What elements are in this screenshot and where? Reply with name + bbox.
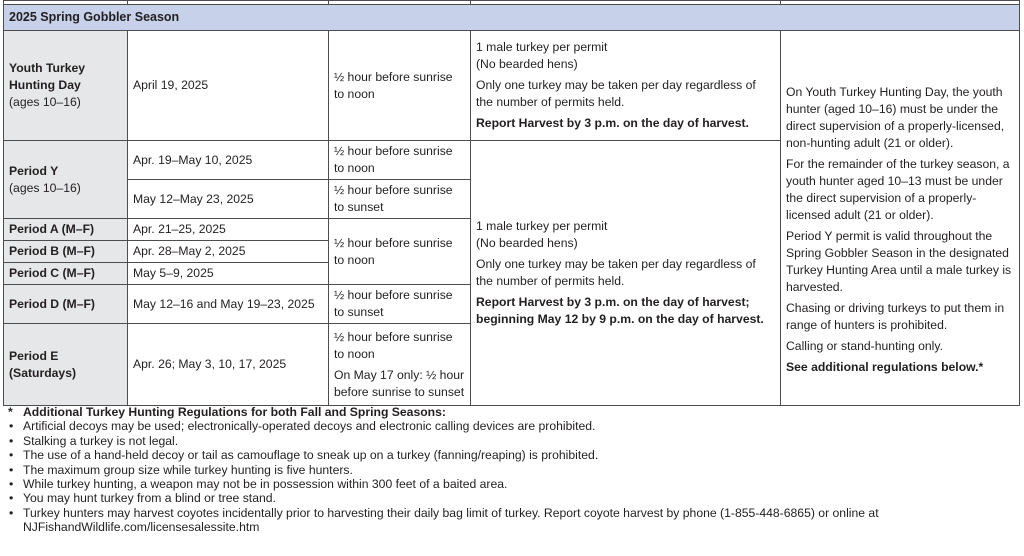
dates-cell: Apr. 28–May 2, 2025: [128, 241, 329, 263]
see-additional-note: See additional regulations below.*: [786, 360, 984, 374]
dates-cell: May 5–9, 2025: [128, 263, 329, 285]
info-note: For the remainder of the turkey season, a youth hunter aged 10–13 must be under the direct supervision of a properly-licensed adult (21 or older).: [786, 157, 1010, 222]
regulations-list: [8, 419, 1008, 534]
list-item: • Stalking a turkey is not legal.: [8, 434, 1008, 448]
dates-cell: Apr. 19–May 10, 2025: [128, 141, 329, 180]
dates-cell: Apr. 26; May 3, 10, 17, 2025: [128, 324, 329, 406]
period-cell-y: [4, 141, 128, 219]
period-name: Period C (M–F): [4, 263, 128, 285]
dates-cell: Apr. 21–25, 2025: [128, 219, 329, 241]
table-row-youth-day: [4, 31, 1020, 141]
period-name: Youth Turkey Hunting Day: [9, 61, 86, 92]
list-item: • Turkey hunters may harvest coyotes incidentally prior to harvesting their daily bag limit of turkey. Report coyote harvest by phone (1-855-448-6865) or online at NJFishandWildlife.com/licensesalessite.htm: [8, 506, 1008, 535]
list-item: • While turkey hunting, a weapon may not be in possession within 300 feet of a baited area.: [8, 477, 1008, 491]
hours-line: On May 17 only: ½ hour before sunrise to sunset: [334, 367, 465, 399]
info-notes-cell: [781, 31, 1020, 406]
dates-cell: May 12–May 23, 2025: [128, 180, 329, 219]
report-harvest-note: Report Harvest by 3 p.m. on the day of harvest; beginning May 12 by 9 p.m. on the day of harvest.: [476, 295, 764, 326]
season-title: 2025 Spring Gobbler Season: [4, 5, 1020, 31]
period-cell-e: [4, 324, 128, 406]
regulations-page: [3, 0, 1021, 406]
spring-gobbler-table: [3, 0, 1020, 406]
hours-cell: ½ hour before sunrise to sunset: [329, 180, 471, 219]
info-note: On Youth Turkey Hunting Day, the youth hunter (aged 10–16) must be under the direct supervision of a properly-licensed, non-hunting adult (21 or older).: [786, 85, 1005, 150]
table-header-row: [4, 5, 1020, 31]
period-ages: (ages 10–16): [9, 95, 81, 109]
hours-cell: ½ hour before sunrise to noon: [329, 141, 471, 180]
period-name: Period Y: [9, 163, 59, 178]
list-item: • You may hunt turkey from a blind or tree stand.: [8, 491, 1008, 505]
hours-cell: ½ hour before sunrise to noon: [329, 31, 471, 141]
bag-limit-cell-youth: [471, 31, 781, 141]
bag-limit-line: (No bearded hens): [476, 57, 578, 71]
period-cell-youth-day: [4, 31, 128, 141]
bag-limit-line: 1 male turkey per permit: [476, 219, 608, 233]
list-item: • The maximum group size while turkey hunting is five hunters.: [8, 463, 1008, 477]
additional-regulations: [8, 405, 1008, 535]
info-note: Period Y permit is valid throughout the Spring Gobbler Season in the designated Turkey Hunting Area until a male turkey is harvested.: [786, 229, 1012, 294]
info-note: Calling or stand-hunting only.: [786, 339, 943, 353]
dates-cell: April 19, 2025: [128, 31, 329, 141]
bag-limit-line: Only one turkey may be taken per day regardless of the number of permits held.: [476, 78, 756, 109]
period-name: Period D (M–F): [4, 285, 128, 324]
asterisk-marker: *: [8, 405, 13, 419]
bag-limit-cell-rest: [471, 141, 781, 406]
hours-cell: ½ hour before sunrise to noon: [329, 219, 471, 285]
period-name-sub: (Saturdays): [9, 365, 77, 380]
report-harvest-note: Report Harvest by 3 p.m. on the day of harvest.: [476, 116, 749, 130]
bag-limit-line: 1 male turkey per permit: [476, 40, 608, 54]
bag-limit-line: (No bearded hens): [476, 236, 578, 250]
dates-cell: May 12–16 and May 19–23, 2025: [128, 285, 329, 324]
list-item: • The use of a hand-held decoy or tail as camouflage to sneak up on a turkey (fanning/reaping) is prohibited.: [8, 448, 1008, 462]
period-name: Period A (M–F): [4, 219, 128, 241]
additional-regulations-title: [8, 405, 1008, 419]
hours-cell: ½ hour before sunrise to sunset: [329, 285, 471, 324]
info-note: Chasing or driving turkeys to put them in range of hunters is prohibited.: [786, 301, 1005, 332]
hours-line: ½ hour before sunrise to noon: [334, 329, 453, 361]
hours-cell-e: [329, 324, 471, 406]
period-name: Period E: [9, 348, 59, 363]
list-item: • Artificial decoys may be used; electronically-operated decoys and electronic calling devices are prohibited.: [8, 419, 1008, 433]
additional-title-text: Additional Turkey Hunting Regulations for both Fall and Spring Seasons:: [23, 405, 446, 419]
period-name: Period B (M–F): [4, 241, 128, 263]
period-ages: (ages 10–16): [9, 180, 81, 195]
bag-limit-line: Only one turkey may be taken per day regardless of the number of permits held.: [476, 257, 756, 288]
